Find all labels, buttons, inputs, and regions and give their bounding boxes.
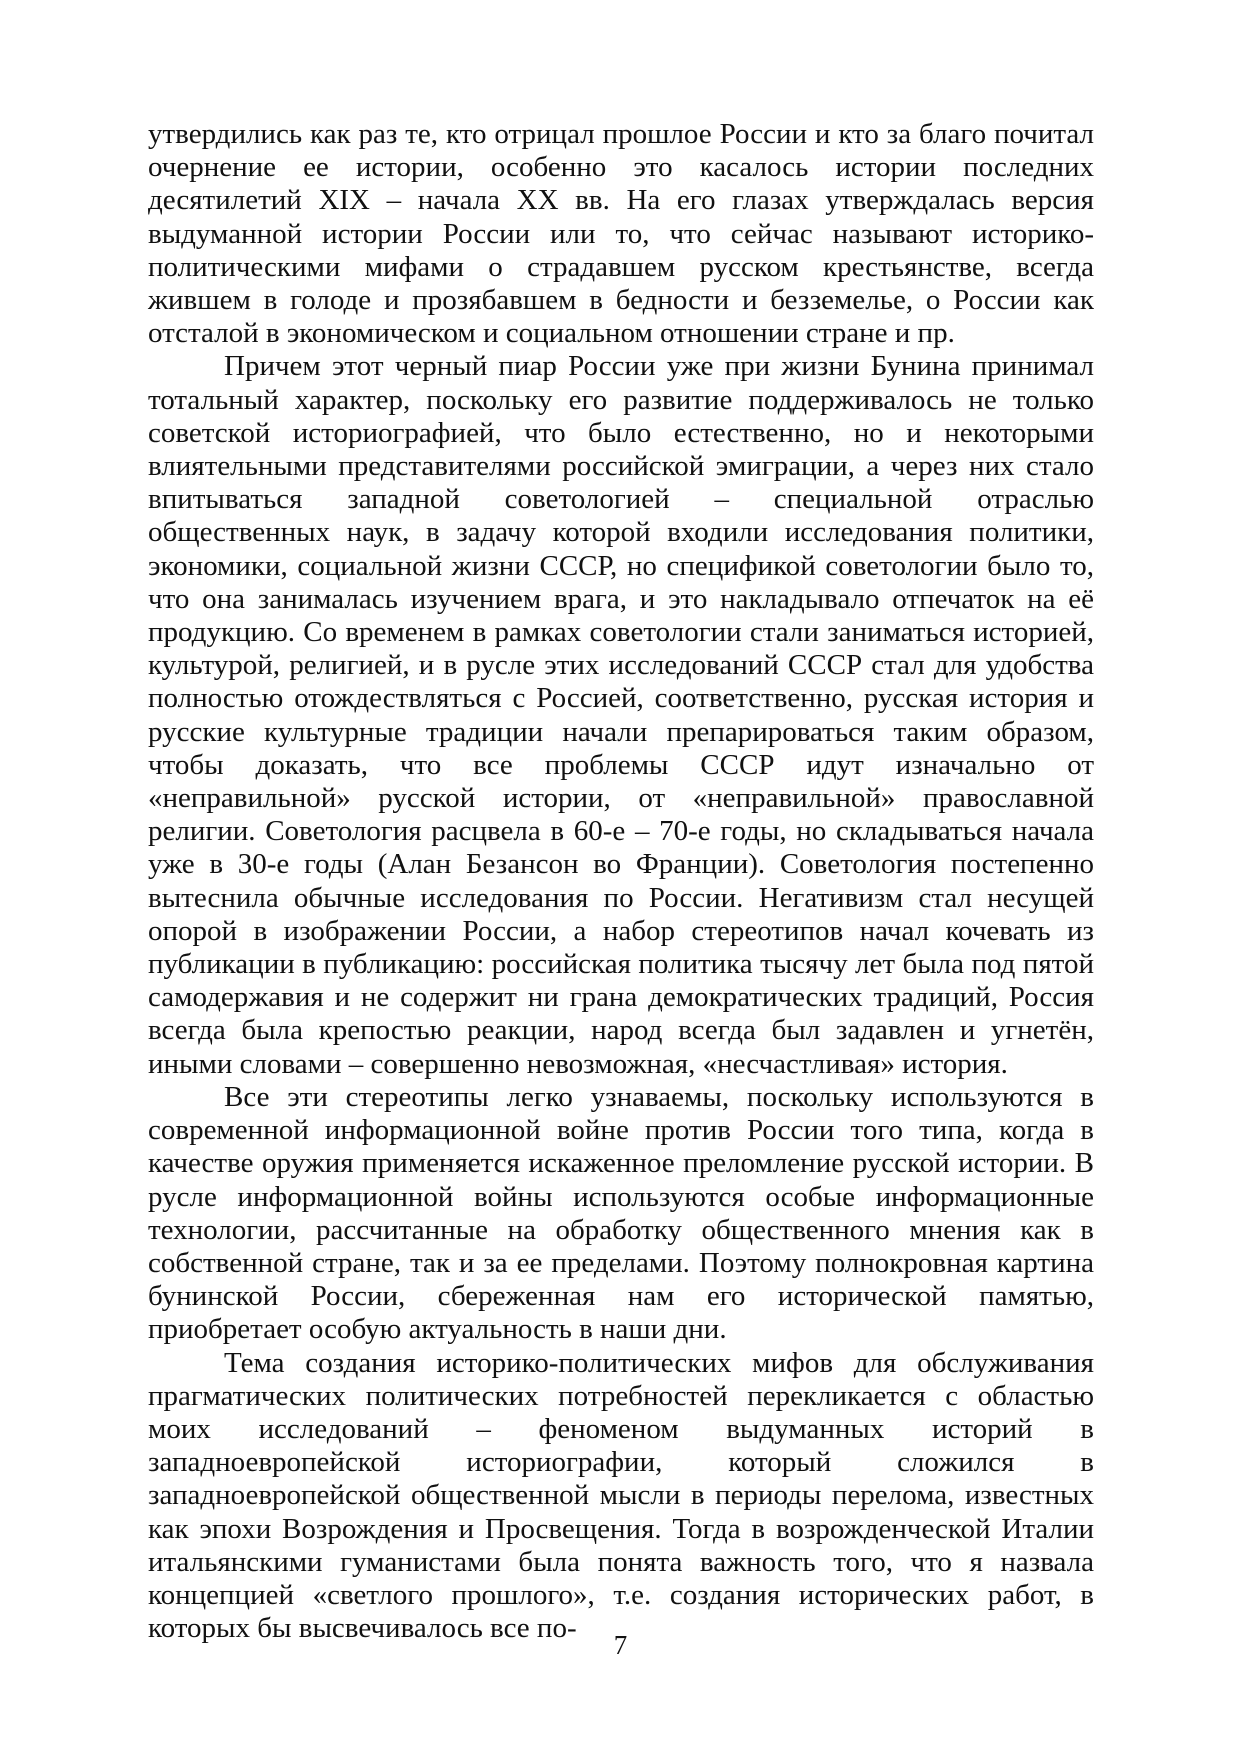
page-number: 7: [613, 1630, 628, 1660]
paragraph-1: утвердились как раз те, кто отрицал прошлое России и кто за благо почитал очернение ее истории, особенно это касалось истории последних десятилетий XIX – начала XX вв. На его глазах утверждалась версия выдуманной истории России или то, что сейчас называют историко-политическими мифами о страдавшем русском крестьянстве, всегда жившем в голоде и прозябавшем в бедности и безземелье, о России как отсталой в экономическом и социальном отношении стране и пр.: [148, 118, 1094, 350]
paragraph-2: Причем этот черный пиар России уже при жизни Бунина принимал тотальный характер, поскольку его развитие поддерживалось не только советской историографией, что было естественно, но и некоторыми влиятельными представителями российской эмиграции, а через них стало впитываться западной советологией – специальной отраслью общественных наук, в задачу которой входили исследования политики, экономики, социальной жизни СССР, но спецификой советологии было то, что она занималась изучением врага, и это накладывало отпечаток на её продукцию. Со временем в рамках советологии стали заниматься историей, культурой, религией, и в русле этих исследований СССР стал для удобства полностью отождествляться с Россией, соответственно, русская история и русские культурные традиции начали препарироваться таким образом, чтобы доказать, что все проблемы СССР идут изначально от «неправильной» русской истории, от «неправильной» православной религии. Советология расцвела в 60-е – 70-е годы, но складываться начала уже в 30-е годы (Алан Безансон во Франции). Советология постепенно вытеснила обычные исследования по России. Негативизм стал несущей опорой в изображении России, а набор стереотипов начал кочевать из публикации в публикацию: российская политика тысячу лет была под пятой самодержавия и не содержит ни грана демократических традиций, Россия всегда была крепостью реакции, народ всегда был задавлен и угнетён, иными словами – совершенно невозможная, «несчастливая» история.: [148, 350, 1094, 1080]
paragraph-3: Все эти стереотипы легко узнаваемы, поскольку используются в современной информационной войне против России того типа, когда в качестве оружия применяется искаженное преломление русской истории. В русле информационной войны используются особые информационные технологии, рассчитанные на обработку общественного мнения как в собственной стране, так и за ее пределами. Поэтому полнокровная картина бунинской России, сбереженная нам его исторической памятью, приобретает особую актуальность в наши дни.: [148, 1080, 1094, 1346]
body-text: [148, 118, 1094, 1645]
paragraph-4: Тема создания историко-политических мифов для обслуживания прагматических политических потребностей перекликается с областью моих исследований – феноменом выдуманных историй в западноевропейской историографии, который сложился в западноевропейской общественной мысли в периоды перелома, известных как эпохи Возрождения и Просвещения. Тогда в возрожденческой Италии итальянскими гуманистами была понята важность того, что я назвала концепцией «светлого прошлого», т.е. создания исторических работ, в которых бы высвечивалось все по-: [148, 1346, 1094, 1645]
